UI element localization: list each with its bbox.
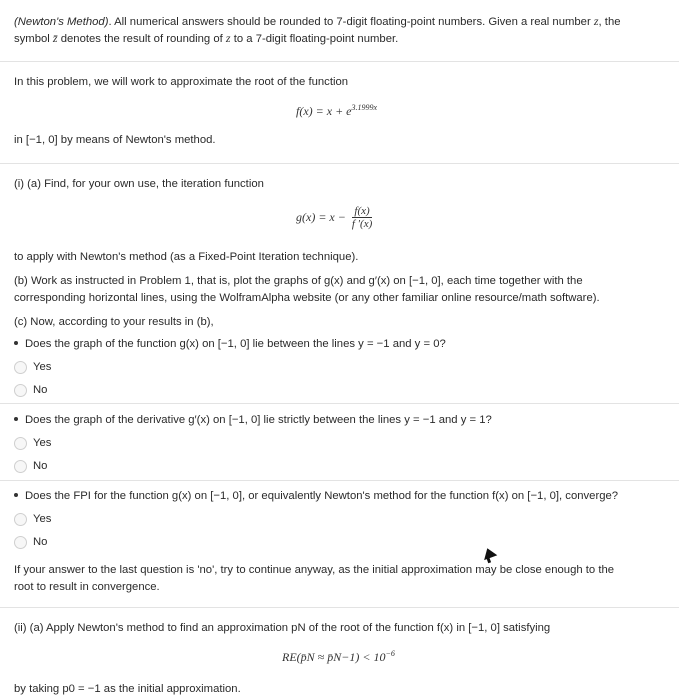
- intro-text-2: symbol: [14, 33, 53, 45]
- q2-no-option[interactable]: [14, 458, 47, 474]
- intro-line-2: [14, 31, 398, 46]
- iteration-function: [296, 205, 374, 230]
- question-2: [14, 414, 492, 426]
- part-i-b-line-2: corresponding horizontal lines, using the WolframAlpha website (or any other familiar online resource/math software).: [14, 292, 600, 304]
- note-line-2: root to result in convergence.: [14, 581, 160, 593]
- var-z2: z: [225, 31, 231, 45]
- radio-button[interactable]: [14, 384, 27, 397]
- bullet-icon: [14, 493, 18, 497]
- divider: [0, 403, 679, 404]
- question-1-text: Does the graph of the function g(x) on [−1, 0] lie between the lines y = −1 and y = 0?: [25, 338, 446, 350]
- q1-yes-label: Yes: [33, 361, 52, 373]
- radio-button[interactable]: [14, 513, 27, 526]
- function-lhs: f(x) = x + e: [296, 104, 352, 118]
- question-3: [14, 490, 618, 502]
- question-3-text: Does the FPI for the function g(x) on [−1, 0], or equivalently Newton's method for the function f(x) on [−1, 0], converge?: [25, 490, 619, 502]
- bullet-icon: [14, 341, 18, 345]
- radio-button[interactable]: [14, 460, 27, 473]
- q3-yes-option[interactable]: [14, 511, 51, 527]
- intro-text: . All numerical answers should be rounded to 7-digit floating-point numbers. Given a real number: [108, 16, 594, 28]
- g-numerator: f(x): [354, 205, 370, 217]
- radio-button[interactable]: [14, 536, 27, 549]
- q2-yes-label: Yes: [33, 437, 52, 449]
- g-lhs: g(x) = x −: [296, 210, 346, 224]
- part-ii-a-text: (ii) (a) Apply Newton's method to find an approximation pN of the root of the function f(x) in [−1, 0] satisfying: [14, 622, 551, 634]
- part-i-a-after: to apply with Newton's method (as a Fixed-Point Iteration technique).: [14, 251, 359, 263]
- var-z: z: [593, 14, 599, 28]
- divider: [0, 480, 679, 481]
- q2-no-label: No: [33, 460, 48, 472]
- divider: [0, 607, 679, 608]
- note-line-1: If your answer to the last question is 'no', try to continue anyway, as the initial approximation may be close enough to the: [14, 564, 615, 576]
- q3-yes-label: Yes: [33, 513, 52, 525]
- initial-approximation-text: by taking p0 = −1 as the initial approximation.: [14, 683, 241, 695]
- criterion-text: RE(p̄N ≈ p̄N−1) < 10: [282, 650, 386, 664]
- q3-no-option[interactable]: [14, 534, 47, 550]
- q1-no-label: No: [33, 384, 48, 396]
- intro-text-4: to a 7-digit floating-point number.: [230, 33, 399, 45]
- intro-text-end: , the: [598, 16, 621, 28]
- q1-no-option[interactable]: [14, 382, 47, 398]
- q3-no-label: No: [33, 536, 48, 548]
- g-fraction: [350, 205, 374, 230]
- var-zbar: z̄: [52, 31, 58, 45]
- q1-yes-option[interactable]: [14, 359, 51, 375]
- q2-yes-option[interactable]: [14, 435, 51, 451]
- stopping-criterion: [282, 649, 395, 665]
- intro-text-3: denotes the result of rounding of: [57, 33, 226, 45]
- intro-title: (Newton's Method): [14, 16, 109, 28]
- question-2-text: Does the graph of the derivative g′(x) on [−1, 0] lie strictly between the lines y = −1 and y = 1?: [25, 414, 492, 426]
- part-i-b-line-1: (b) Work as instructed in Problem 1, that is, plot the graphs of g(x) and g′(x) on [−1, 0], each time together with the: [14, 275, 583, 287]
- radio-button[interactable]: [14, 437, 27, 450]
- interval-text: in [−1, 0] by means of Newton's method.: [14, 134, 216, 146]
- function-formula: [296, 103, 377, 119]
- criterion-exponent: −6: [385, 649, 395, 658]
- question-1: [14, 338, 446, 350]
- bullet-icon: [14, 417, 18, 421]
- problem-intro: In this problem, we will work to approximate the root of the function: [14, 76, 349, 88]
- divider: [0, 61, 679, 62]
- intro-line-1: [14, 14, 621, 29]
- g-denominator: f ′(x): [351, 218, 373, 230]
- radio-button[interactable]: [14, 361, 27, 374]
- divider: [0, 163, 679, 164]
- part-i-c-text: (c) Now, according to your results in (b),: [14, 316, 214, 328]
- part-i-a-text: (i) (a) Find, for your own use, the iteration function: [14, 178, 264, 190]
- function-exponent: 3.1999x: [351, 103, 378, 112]
